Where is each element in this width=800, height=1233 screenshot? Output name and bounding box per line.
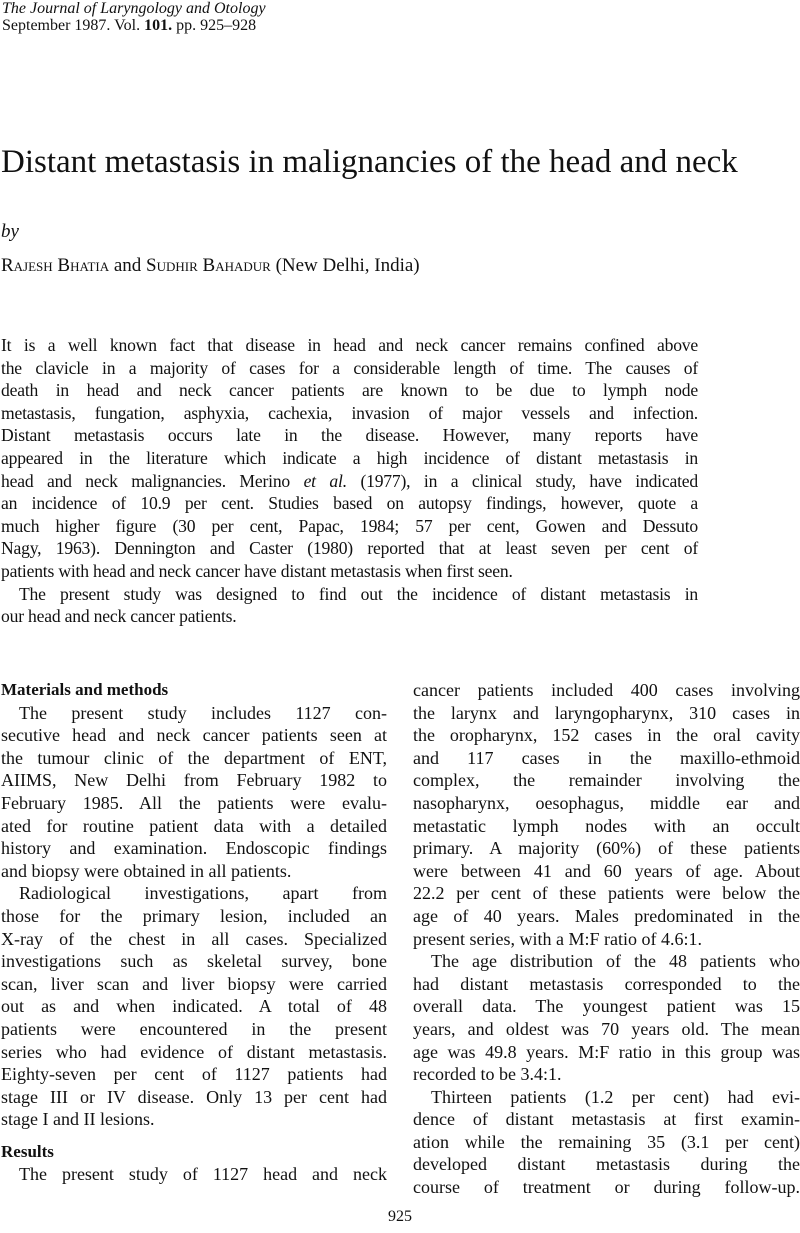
paragraph: [1, 334, 698, 583]
text-line: cancer patients included 400 cases involving: [413, 680, 800, 700]
text-line: X-ray of the chest in all cases. Specialized: [1, 928, 387, 949]
text-line: secutive head and neck cancer patients seen at: [1, 725, 387, 746]
page-range: pp. 925–928: [176, 17, 257, 34]
text-segment: head and neck malignancies. Merino: [1, 470, 304, 491]
text-line: had distant metastasis corresponded to the: [413, 973, 800, 994]
author-location: (New Delhi, India): [275, 255, 420, 276]
text-line: patients were encountered in the present: [1, 1018, 387, 1039]
text-line: age of 40 years. Males predominated in the: [413, 905, 800, 926]
text-line: primary. A majority (60%) of these patients: [413, 838, 800, 859]
text-line: dence of distant metastasis at first examin-: [413, 1109, 800, 1130]
paragraph: [1, 882, 387, 1131]
text-line: stage III or IV disease. Only 13 per cent had: [1, 1086, 387, 1107]
text-line: history and examination. Endoscopic findings: [1, 838, 387, 859]
abstract: [1, 334, 698, 628]
text-line: The present study was designed to find out the incidence of distant metastasis in: [19, 583, 698, 604]
text-line: developed distant metastasis during the: [413, 1154, 800, 1175]
text-line: and biopsy were obtained in all patients.: [1, 860, 292, 881]
text-line: The present study includes 1127 con-: [19, 702, 387, 723]
text-line: the larynx and laryngopharynx, 310 cases in: [413, 702, 800, 723]
author-conjunction: and: [113, 255, 142, 276]
text-line: appeared in the literature which indicate a high incidence of distant metastasis in: [1, 447, 698, 468]
text-line: patients with head and neck cancer have distant metastasis when first seen.: [1, 560, 513, 581]
paragraph: [413, 950, 800, 1086]
text-line: stage I and II lesions.: [1, 1109, 155, 1130]
text-line: an incidence of 10.9 per cent. Studies based on autopsy findings, however, quote a: [1, 493, 698, 514]
text-line: complex, the remainder involving the: [413, 770, 800, 791]
text-line: 22.2 per cent of these patients were below the: [413, 883, 800, 904]
text-line: February 1985. All the patients were evalu-: [1, 792, 387, 813]
authors: [1, 255, 420, 277]
paragraph: [413, 679, 800, 950]
text-line: our head and neck cancer patients.: [1, 606, 237, 627]
section-heading: Materials and methods: [1, 680, 169, 699]
text-line: Nagy, 1963). Dennington and Caster (1980) reported that at least seven per cent of: [1, 538, 698, 559]
text-line: Thirteen patients (1.2 per cent) had evi-: [431, 1086, 800, 1107]
text-line: years, and oldest was 70 years old. The mean: [413, 1018, 800, 1039]
author-name: Rajesh Bhatia: [1, 255, 110, 276]
text-line: Eighty-seven per cent of 1127 patients had: [1, 1064, 387, 1085]
paragraph: [413, 1086, 800, 1199]
text-line: nasopharynx, oesophagus, middle ear and: [413, 792, 800, 813]
left-column: [1, 679, 387, 1186]
text-line: ated for routine patient data with a detailed: [1, 815, 387, 836]
italic-text: et al.: [303, 470, 347, 491]
article-title: Distant metastasis in malignancies of the head and neck: [1, 144, 738, 180]
section-heading: Results: [1, 1141, 54, 1161]
section-gap: [1, 1131, 387, 1141]
author-name: Sudhir Bahadur: [146, 255, 271, 276]
volume-number: 101.: [144, 17, 173, 34]
text-line: Radiological investigations, apart from: [19, 883, 387, 904]
text-line: those for the primary lesion, included an: [1, 905, 387, 926]
text-line: much higher figure (30 per cent, Papac, 1984; 57 per cent, Gowen and Dessuto: [1, 515, 698, 536]
page-number: 925: [388, 1208, 412, 1225]
paragraph: [1, 1163, 387, 1186]
text-line: were between 41 and 60 years of age. About: [413, 860, 800, 881]
text-line: course of treatment or during follow-up.: [413, 1177, 800, 1198]
text-line: series who had evidence of distant metastasis.: [1, 1041, 387, 1062]
right-column: [413, 679, 800, 1199]
journal-name: The Journal of Laryngology and Otology: [2, 0, 266, 17]
text-line: metastasis, fungation, asphyxia, cachexia, invasion of major vessels and infection.: [1, 402, 698, 423]
text-line: Distant metastasis occurs late in the disease. However, many reports have: [1, 425, 698, 446]
text-line: scan, liver scan and liver biopsy were carried: [1, 973, 387, 994]
text-line: AIIMS, New Delhi from February 1982 to: [1, 770, 387, 791]
text-line: and 117 cases in the maxillo-ethmoid: [413, 747, 800, 768]
text-line: out as and when indicated. A total of 48: [1, 996, 387, 1017]
text-line: The present study of 1127 head and neck: [19, 1164, 387, 1185]
text-line: It is a well known fact that disease in head and neck cancer remains confined above: [1, 335, 698, 355]
journal-issue: [2, 17, 256, 35]
text-line: present series, with a M:F ratio of 4.6:1.: [413, 928, 702, 949]
issue-date: September 1987. Vol.: [2, 17, 141, 34]
text-line: ation while the remaining 35 (3.1 per cent): [413, 1131, 800, 1152]
text-line: The age distribution of the 48 patients who: [431, 951, 800, 972]
text-line: investigations such as skeletal survey, bone: [1, 951, 387, 972]
text-line: overall data. The youngest patient was 15: [413, 996, 800, 1017]
text-line: death in head and neck cancer patients are known to be due to lymph node: [1, 380, 698, 401]
text-line: age was 49.8 years. M:F ratio in this group was: [413, 1041, 800, 1062]
text-line: recorded to be 3.4:1.: [413, 1064, 562, 1085]
paragraph: [1, 702, 387, 883]
text-line: the tumour clinic of the department of ENT,: [1, 747, 387, 768]
text-segment: (1977), in a clinical study, have indicated: [346, 470, 698, 491]
text-line: [1, 470, 698, 493]
text-line: metastatic lymph nodes with an occult: [413, 815, 800, 836]
text-line: the clavicle in a majority of cases for a considerable length of time. The causes of: [1, 357, 698, 378]
text-line: the oropharynx, 152 cases in the oral cavity: [413, 725, 800, 746]
paragraph: [1, 583, 698, 628]
byline-by: by: [1, 221, 19, 242]
